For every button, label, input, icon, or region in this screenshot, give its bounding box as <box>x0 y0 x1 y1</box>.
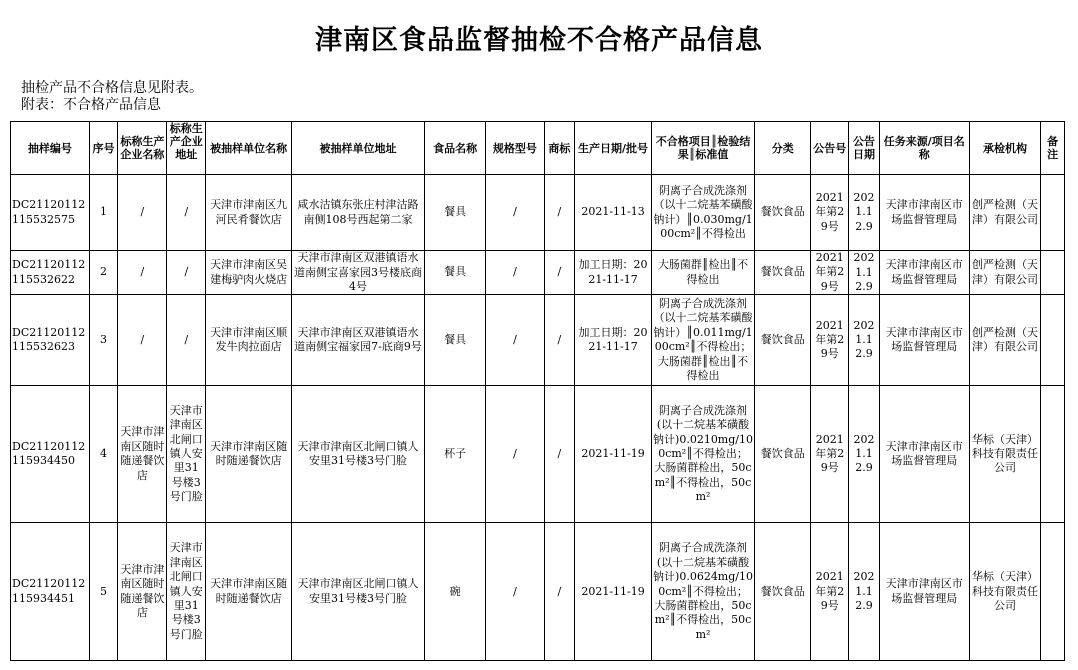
remark <box>1041 251 1065 295</box>
col-header: 标称生产企业名称 <box>118 122 167 175</box>
table-row <box>11 386 1065 523</box>
manufacturer: 天津市津南区随时随递餐饮店 <box>118 386 167 523</box>
col-header: 承检机构 <box>969 122 1041 175</box>
col-header: 被抽样单位地址 <box>292 122 425 175</box>
row-number: 3 <box>89 295 118 386</box>
sampled-unit <box>206 251 292 295</box>
category: 餐饮食品 <box>755 523 811 661</box>
intro-line: 附表：不合格产品信息 <box>21 97 161 113</box>
row-number: 1 <box>89 175 118 251</box>
category: 餐饮食品 <box>755 295 811 386</box>
col-header: 不合格项目║检验结果║标准值 <box>651 122 754 175</box>
spec: / <box>486 386 544 523</box>
intro-text <box>21 80 203 114</box>
manufacturer-address: / <box>167 295 206 386</box>
table-row <box>11 175 1065 251</box>
production-date: 2021-11-19 <box>575 386 652 523</box>
failed-item-text: 阴离子合成洗涤剂（以十二烷基苯磺酸钠计）║0.030mg/100cm²║不得检出 <box>653 183 753 240</box>
sampled-unit-address: 咸水沽镇东张庄村津沽路南侧108号西起第二家 <box>292 175 425 251</box>
table-row <box>11 295 1065 386</box>
sampled-unit: 天津市津南区九河民肴餐饮店 <box>206 175 292 251</box>
table-row <box>11 523 1065 661</box>
brand: / <box>544 251 575 295</box>
notice-date <box>849 251 880 295</box>
col-header: 商标 <box>544 122 575 175</box>
manufacturer-address: / <box>167 175 206 251</box>
row-number: 2 <box>89 251 118 295</box>
manufacturer-address: 天津市津南区北闸口镇人安里31号楼3号门脸 <box>167 386 206 523</box>
col-header: 备注 <box>1041 122 1065 175</box>
notice-date: 2021.12.9 <box>849 175 880 251</box>
production-date: 加工日期：2021-11-17 <box>575 295 652 386</box>
notice-number: 2021年第29号 <box>811 251 849 295</box>
unqualified-products-table <box>10 121 1065 661</box>
category: 餐饮食品 <box>755 251 811 295</box>
notice-date: 2021.12.9 <box>849 386 880 523</box>
sampled-unit-address <box>292 251 425 295</box>
col-header: 被抽样单位名称 <box>206 122 292 175</box>
production-date: 2021-11-19 <box>575 523 652 661</box>
col-header: 公告日期 <box>849 122 880 175</box>
col-header: 规格型号 <box>486 122 544 175</box>
testing-agency <box>969 251 1041 295</box>
failed-item-text: 大肠菌群║检出║不得检出 <box>657 258 749 286</box>
sample-id: DC21120112115532623 <box>11 295 90 386</box>
sampled-unit-address: 天津市津南区北闸口镇人安里31号楼3号门脸 <box>292 523 425 661</box>
remark <box>1041 523 1065 661</box>
sampled-unit-address: 天津市津南区北闸口镇人安里31号楼3号门脸 <box>292 386 425 523</box>
col-header: 食品名称 <box>424 122 485 175</box>
notice-number: 2021年第29号 <box>811 295 849 386</box>
col-header <box>167 122 206 175</box>
task-source: 天津市津南区市场监督管理局 <box>879 523 969 661</box>
category: 餐饮食品 <box>755 386 811 523</box>
page-title: 津南区食品监督抽检不合格产品信息 <box>315 25 763 56</box>
testing-agency-text: 创严检测（天津）有限公司 <box>972 258 1039 286</box>
header-row <box>11 122 1065 175</box>
failed-item <box>651 175 754 251</box>
remark <box>1041 175 1065 251</box>
col-header: 生产日期/批号 <box>575 122 652 175</box>
failed-item-text: 阴离子合成洗涤剂（以十二烷基苯磺酸钠计）║0.011mg/100cm²║不得检出；大肠菌群║检出║不得检出 <box>653 297 753 383</box>
notice-number: 2021年第29号 <box>811 523 849 661</box>
manufacturer: / <box>118 251 167 295</box>
col-header: 序号 <box>89 122 118 175</box>
category: 餐饮食品 <box>755 175 811 251</box>
failed-item <box>651 251 754 295</box>
food-name: 碗 <box>424 523 485 661</box>
food-name: 餐具 <box>424 295 485 386</box>
production-date: 2021-11-13 <box>575 175 652 251</box>
notice-date: 2021.12.9 <box>849 523 880 661</box>
col-header: 分类 <box>755 122 811 175</box>
failed-item <box>651 386 754 523</box>
notice-date: 2021.12.9 <box>849 295 880 386</box>
sample-id: DC21120112115532575 <box>11 175 90 251</box>
manufacturer-address: / <box>167 251 206 295</box>
brand: / <box>544 523 575 661</box>
manufacturer: 天津市津南区随时随递餐饮店 <box>118 523 167 661</box>
spec: / <box>486 251 544 295</box>
col-header-text: 标称生产企业地址 <box>169 122 203 161</box>
notice-number: 2021年第29号 <box>811 386 849 523</box>
spec: / <box>486 295 544 386</box>
remark <box>1041 386 1065 523</box>
brand: / <box>544 175 575 251</box>
sample-id: DC21120112115532622 <box>11 251 90 295</box>
sample-id: DC21120112115934450 <box>11 386 90 523</box>
sampled-unit: 天津市津南区顺发牛肉拉面店 <box>206 295 292 386</box>
failed-item-text: 阴离子合成洗涤剂(以十二烷基苯磺酸钠计)0.0210mg/100cm²║不得检出；大肠菌群检出，50cm²║不得检出，50cm² <box>653 403 753 504</box>
sampled-unit: 天津市津南区随时随递餐饮店 <box>206 386 292 523</box>
sample-id: DC21120112115934451 <box>11 523 90 661</box>
spec: / <box>486 175 544 251</box>
testing-agency: 创严检测（天津）有限公司 <box>969 175 1041 251</box>
task-source-text: 天津市津南区市场监督管理局 <box>885 258 963 286</box>
production-date: 加工日期：2021-11-17 <box>575 251 652 295</box>
failed-item <box>651 295 754 386</box>
table-row <box>11 251 1065 295</box>
food-name: 餐具 <box>424 251 485 295</box>
testing-agency: 华标（天津）科技有限责任公司 <box>969 523 1041 661</box>
col-header: 抽样编号 <box>11 122 90 175</box>
intro-line: 抽检产品不合格信息见附表。 <box>21 80 203 96</box>
sampled-unit-address-text: 天津市津南区双港镇语水道南侧宝喜家园3号楼底商4号 <box>294 251 423 293</box>
failed-item <box>651 523 754 661</box>
brand: / <box>544 295 575 386</box>
task-source: 天津市津南区市场监督管理局 <box>879 386 969 523</box>
sampled-unit-address: 天津市津南区双港镇语水道南侧宝福家园7-底商9号 <box>292 295 425 386</box>
brand: / <box>544 386 575 523</box>
manufacturer-address: 天津市津南区北闸口镇人安里31号楼3号门脸 <box>167 523 206 661</box>
food-name: 餐具 <box>424 175 485 251</box>
task-source: 天津市津南区市场监督管理局 <box>879 295 969 386</box>
col-header: 任务来源/项目名称 <box>879 122 969 175</box>
food-name: 杯子 <box>424 386 485 523</box>
spec: / <box>486 523 544 661</box>
notice-date-text: 2021.12.9 <box>853 251 875 293</box>
manufacturer: / <box>118 295 167 386</box>
task-source <box>879 251 969 295</box>
col-header: 公告号 <box>811 122 849 175</box>
row-number: 4 <box>89 386 118 523</box>
testing-agency: 华标（天津）科技有限责任公司 <box>969 386 1041 523</box>
manufacturer: / <box>118 175 167 251</box>
remark <box>1041 295 1065 386</box>
sampled-unit: 天津市津南区随时随递餐饮店 <box>206 523 292 661</box>
task-source: 天津市津南区市场监督管理局 <box>879 175 969 251</box>
testing-agency: 创严检测（天津）有限公司 <box>969 295 1041 386</box>
sampled-unit-text: 天津市津南区吴建梅驴肉火烧店 <box>210 258 288 286</box>
failed-item-text: 阴离子合成洗涤剂(以十二烷基苯磺酸钠计)0.0624mg/100cm²║不得检出；大肠菌群检出，50cm²║不得检出，50cm² <box>653 541 753 641</box>
row-number: 5 <box>89 523 118 661</box>
notice-number: 2021年第29号 <box>811 175 849 251</box>
